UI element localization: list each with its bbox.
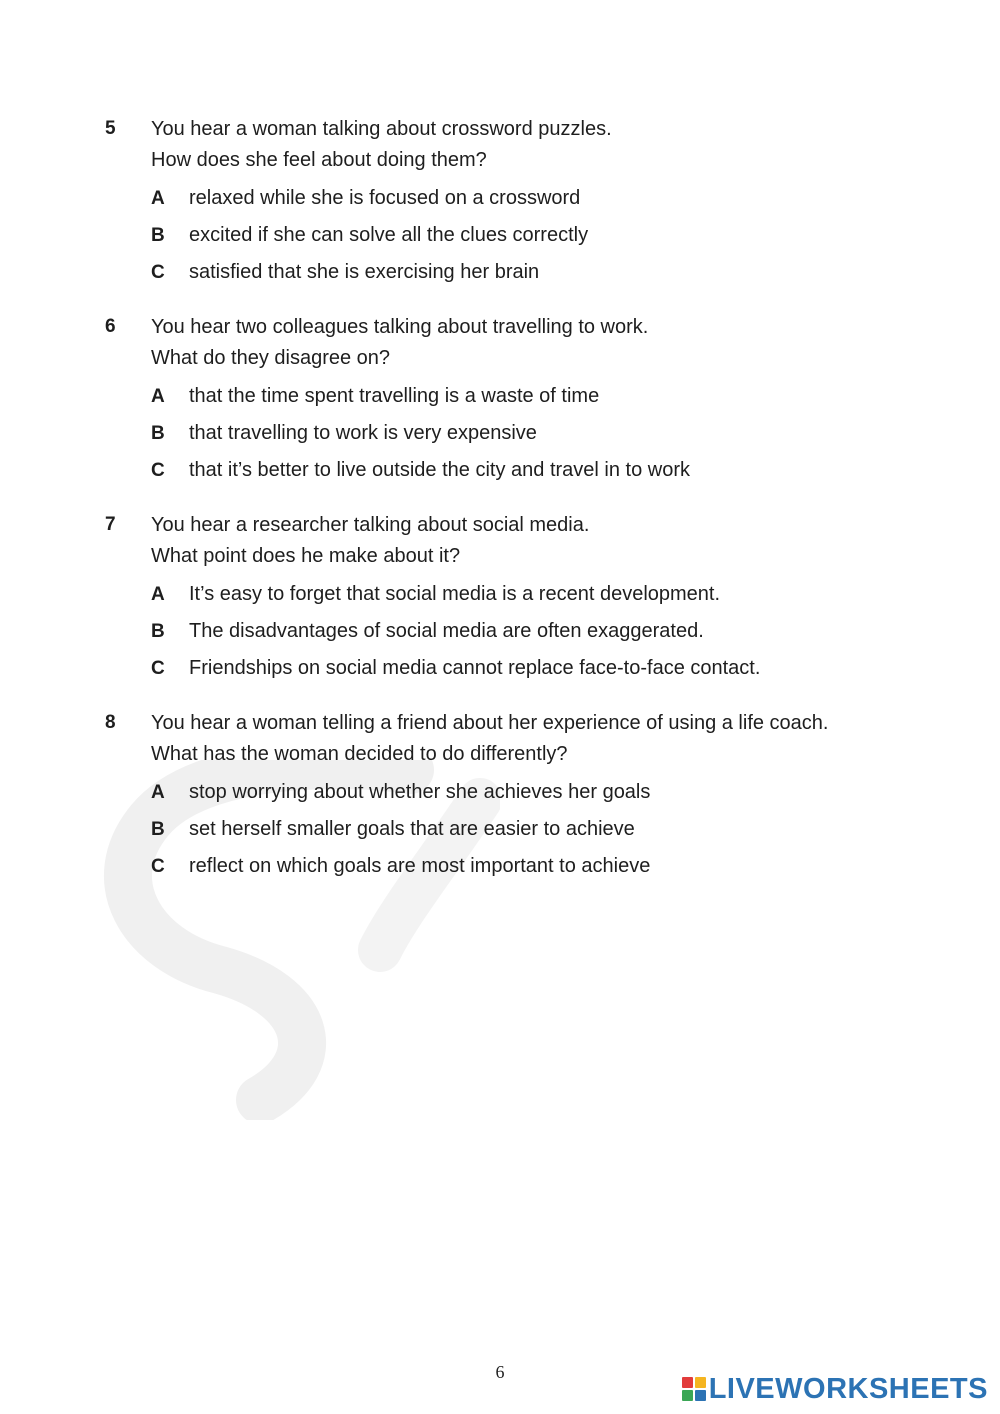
question-stem: How does she feel about doing them?	[151, 149, 487, 171]
option-b[interactable]	[151, 613, 935, 650]
answer-options	[151, 180, 935, 291]
liveworksheets-logo-icon	[681, 1376, 707, 1402]
question-5	[105, 114, 935, 291]
option-text: excited if she can solve all the clues correctly	[189, 224, 589, 246]
question-8	[105, 708, 935, 885]
option-text: relaxed while she is focused on a crossword	[189, 187, 581, 209]
option-b[interactable]	[151, 217, 935, 254]
answer-options	[151, 576, 935, 687]
option-b[interactable]	[151, 415, 935, 452]
option-b[interactable]	[151, 811, 935, 848]
option-letter: A	[151, 386, 165, 407]
option-c[interactable]	[151, 254, 935, 291]
option-letter: C	[151, 262, 165, 283]
question-number: 7	[105, 514, 116, 535]
option-letter: C	[151, 856, 165, 877]
question-6	[105, 312, 935, 489]
question-stem: What has the woman decided to do differently?	[151, 743, 568, 765]
question-stem: What point does he make about it?	[151, 545, 461, 567]
question-stem: What do they disagree on?	[151, 347, 391, 369]
question-context: You hear a woman talking about crossword puzzles.	[151, 118, 612, 140]
option-a[interactable]	[151, 774, 935, 811]
question-context: You hear a woman telling a friend about her experience of using a life coach.	[151, 712, 829, 734]
option-letter: A	[151, 188, 165, 209]
option-c[interactable]	[151, 848, 935, 885]
answer-options	[151, 774, 935, 885]
option-letter: A	[151, 584, 165, 605]
question-prompt	[151, 312, 935, 374]
answer-options	[151, 378, 935, 489]
option-text: set herself smaller goals that are easier to achieve	[189, 818, 635, 840]
option-c[interactable]	[151, 650, 935, 687]
page-number: 6	[495, 1362, 505, 1382]
option-letter: C	[151, 658, 165, 679]
brand-name: LIVEWORKSHEETS	[708, 1372, 988, 1405]
option-text: stop worrying about whether she achieves her goals	[189, 781, 651, 803]
question-prompt	[151, 114, 935, 176]
option-text: The disadvantages of social media are often exaggerated.	[189, 620, 704, 642]
option-text: satisfied that she is exercising her brain	[189, 261, 540, 283]
question-prompt	[151, 510, 935, 572]
option-letter: A	[151, 782, 165, 803]
option-letter: B	[151, 225, 165, 246]
liveworksheets-logo[interactable]	[681, 1372, 988, 1406]
option-text: that the time spent travelling is a waste of time	[189, 385, 600, 407]
option-a[interactable]	[151, 378, 935, 415]
question-number: 8	[105, 712, 116, 733]
option-c[interactable]	[151, 452, 935, 489]
option-text: Friendships on social media cannot replace face-to-face contact.	[189, 657, 761, 679]
option-letter: B	[151, 819, 165, 840]
option-letter: C	[151, 460, 165, 481]
question-prompt	[151, 708, 935, 770]
question-number: 5	[105, 118, 116, 139]
option-letter: B	[151, 423, 165, 444]
option-a[interactable]	[151, 180, 935, 217]
option-text: reflect on which goals are most important to achieve	[189, 855, 651, 877]
question-number: 6	[105, 316, 116, 337]
option-a[interactable]	[151, 576, 935, 613]
question-context: You hear two colleagues talking about travelling to work.	[151, 316, 649, 338]
option-text: that travelling to work is very expensive	[189, 422, 537, 444]
option-text: that it’s better to live outside the city and travel in to work	[189, 459, 690, 481]
option-letter: B	[151, 621, 165, 642]
question-context: You hear a researcher talking about social media.	[151, 514, 590, 536]
option-text: It’s easy to forget that social media is a recent development.	[189, 583, 721, 605]
question-7	[105, 510, 935, 687]
